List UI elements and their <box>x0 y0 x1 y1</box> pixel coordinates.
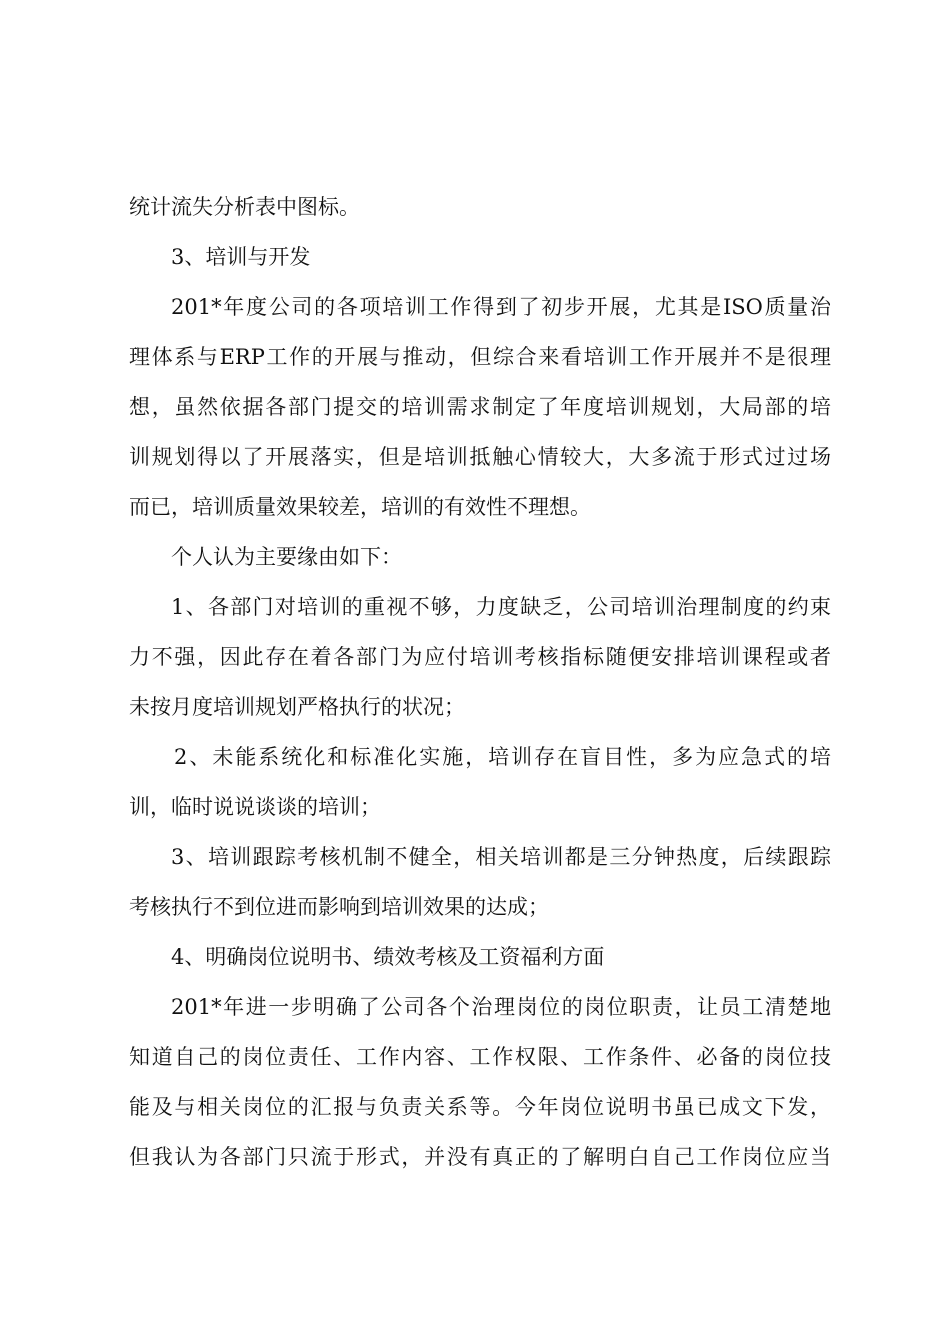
text-line-9: 1、各部门对培训的重视不够，力度缺乏，公司培训治理制度的约束 <box>171 595 831 619</box>
text-line-15: 考核执行不到位进而影响到培训效果的达成； <box>129 895 549 919</box>
section-heading-training: 3、培训与开发 <box>171 245 311 269</box>
text-line-12: 2、未能系统化和标准化实施，培训存在盲目性，多为应急式的培 <box>174 745 831 769</box>
text-line-18: 知道自己的岗位责任、工作内容、工作权限、工作条件、必备的岗位技 <box>129 1045 831 1069</box>
text-line-17: 201*年进一步明确了公司各个治理岗位的岗位职责，让员工清楚地 <box>171 995 831 1019</box>
text-line-11: 未按月度培训规划严格执行的状况； <box>129 695 465 719</box>
text-line-10: 力不强，因此存在着各部门为应付培训考核指标随便安排培训课程或者 <box>129 645 831 669</box>
text-line-14: 3、培训跟踪考核机制不健全，相关培训都是三分钟热度，后续跟踪 <box>171 845 831 869</box>
text-line-5: 想，虽然依据各部门提交的培训需求制定了年度培训规划，大局部的培 <box>129 395 831 419</box>
text-line-4: 理体系与ERP工作的开展与推动，但综合来看培训工作开展并不是很理 <box>129 345 831 369</box>
text-line-1: 统计流失分析表中图标。 <box>129 195 360 219</box>
text-line-6: 训规划得以了开展落实，但是培训抵触心情较大，大多流于形式过过场 <box>129 445 831 469</box>
text-line-20: 但我认为各部门只流于形式，并没有真正的了解明白自己工作岗位应当 <box>129 1145 831 1169</box>
text-line-8: 个人认为主要缘由如下： <box>171 545 402 569</box>
text-line-13: 训，临时说说谈谈的培训； <box>129 795 381 819</box>
section-heading-job-description: 4、明确岗位说明书、绩效考核及工资福利方面 <box>171 945 605 969</box>
text-line-7: 而已，培训质量效果较差，培训的有效性不理想。 <box>129 495 591 519</box>
text-line-19: 能及与相关岗位的汇报与负责关系等。今年岗位说明书虽已成文下发， <box>129 1095 831 1119</box>
text-line-3: 201*年度公司的各项培训工作得到了初步开展，尤其是ISO质量治 <box>171 295 831 319</box>
